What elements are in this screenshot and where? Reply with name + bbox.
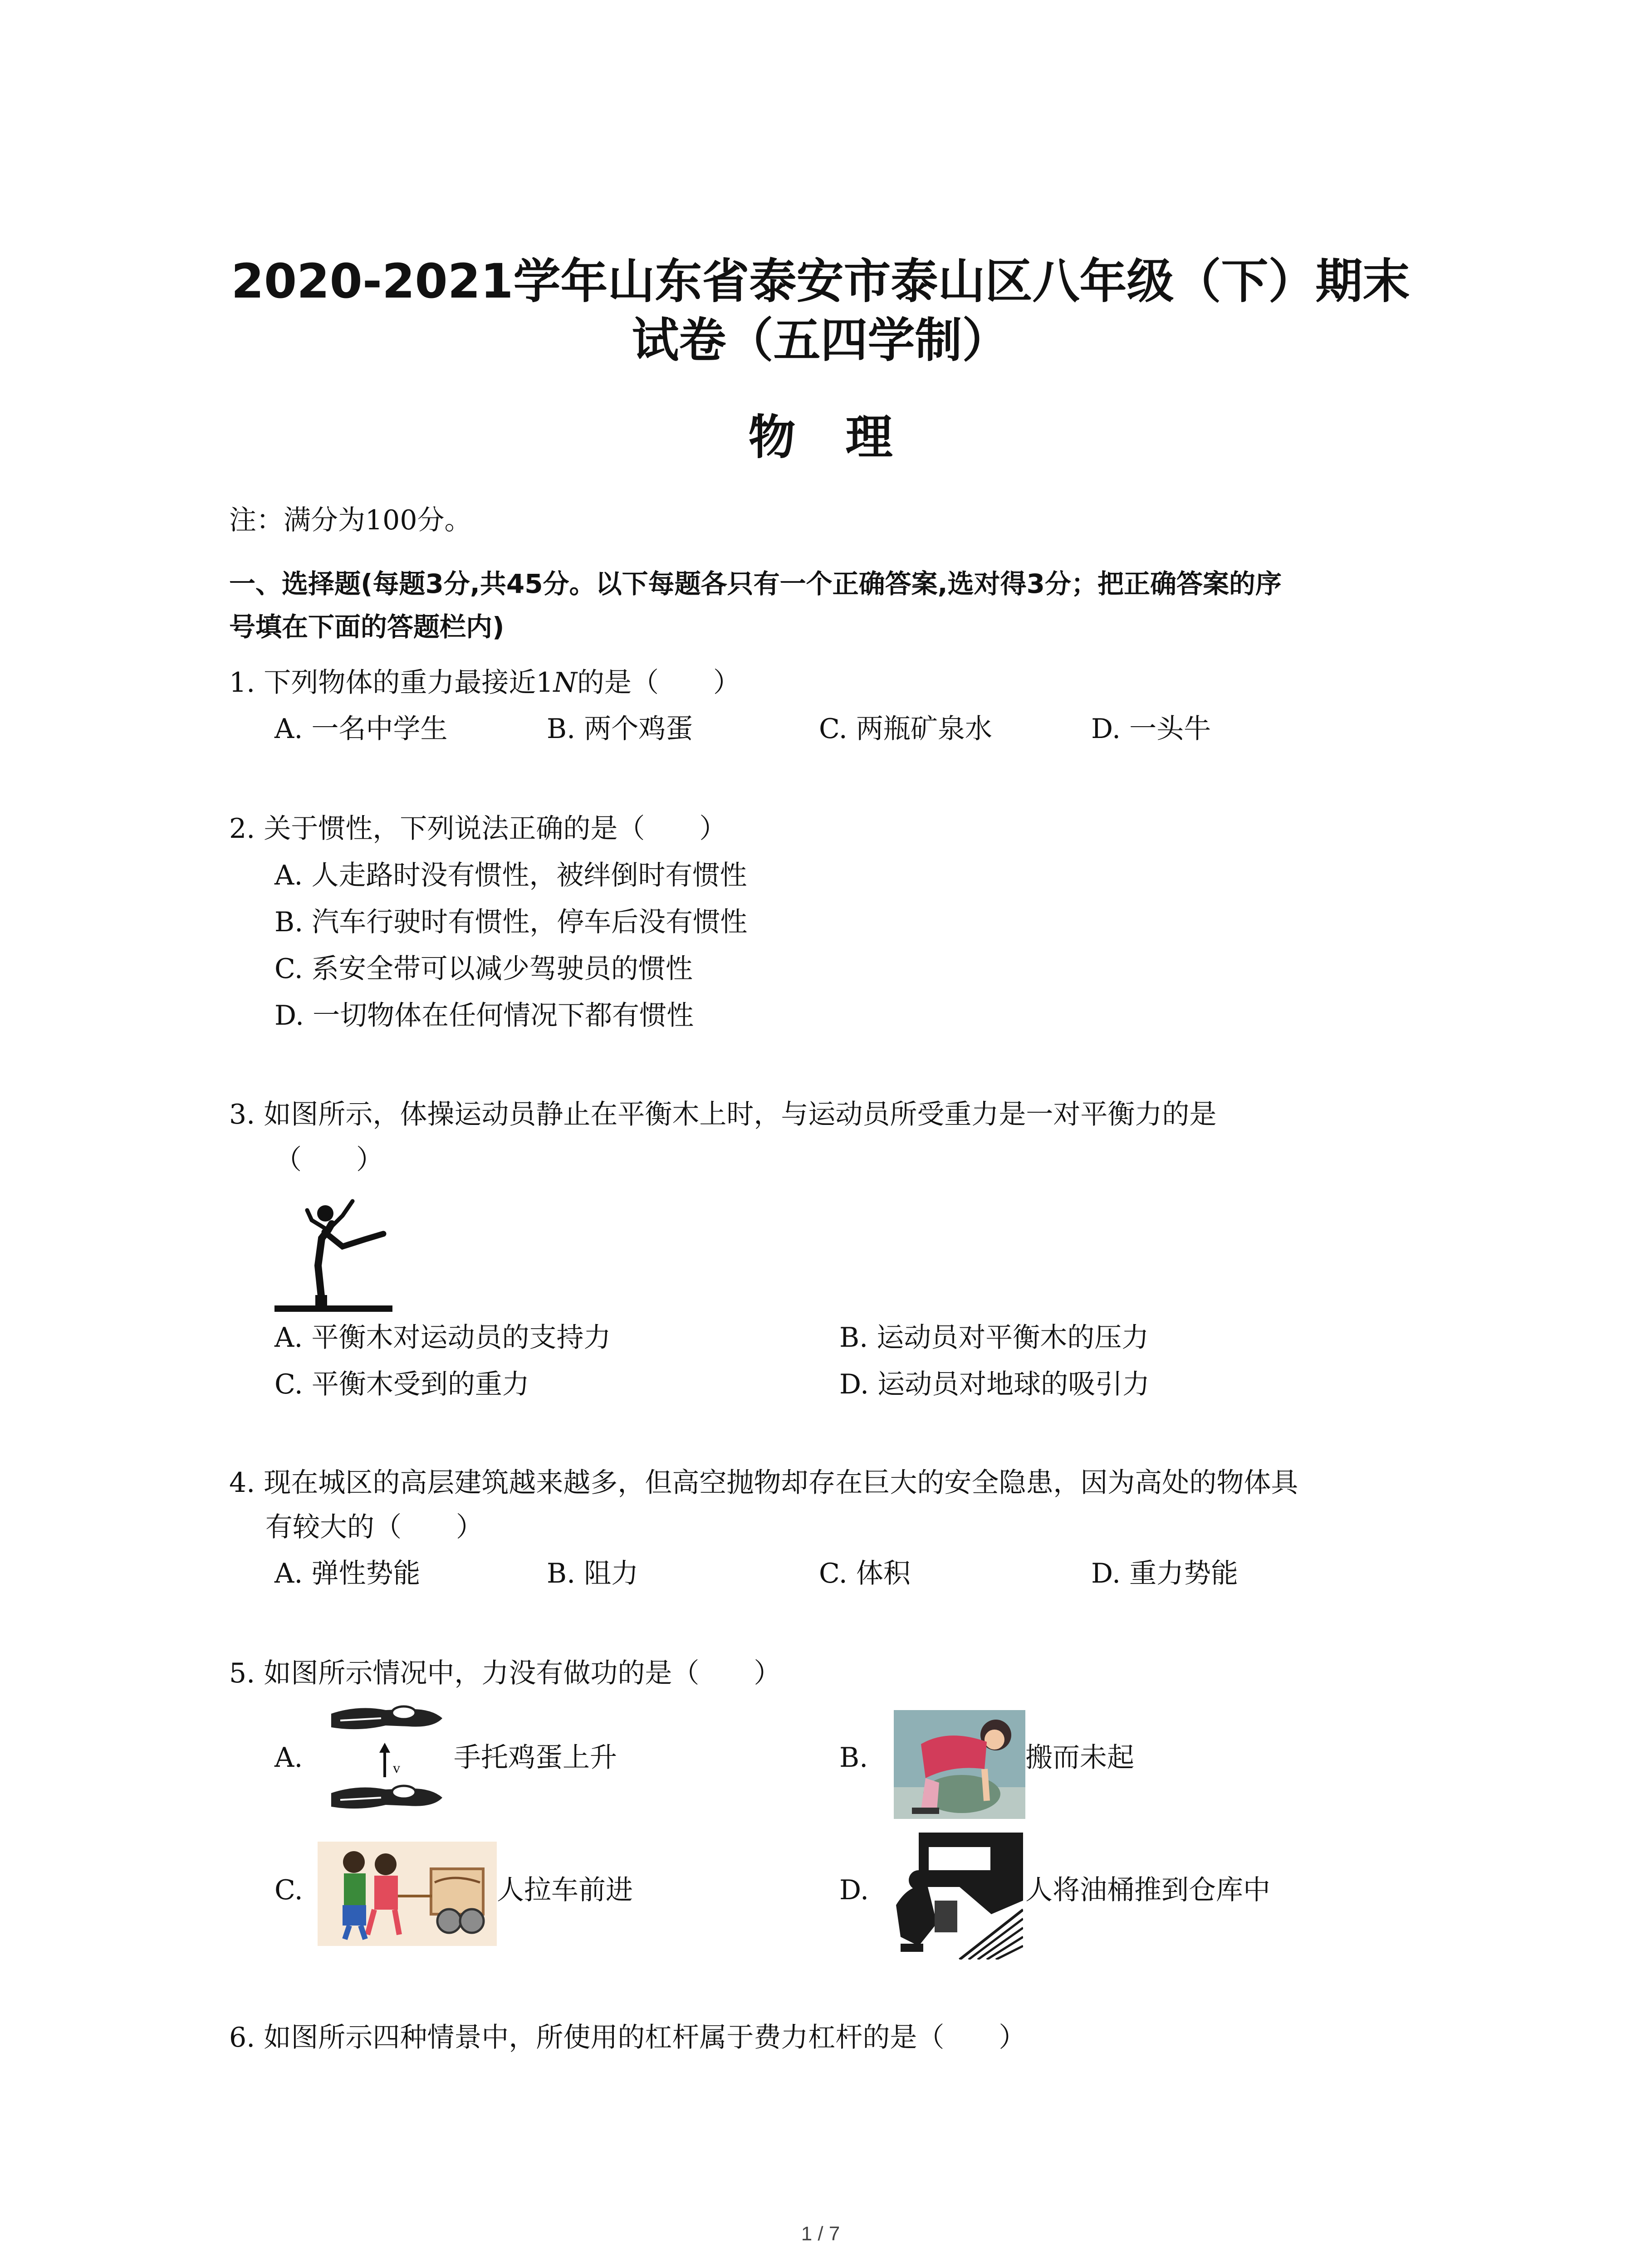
question-2-option-a[interactable]: A. 人走路时没有惯性，被绊倒时有惯性 xyxy=(274,860,747,891)
gymnast-balance-beam-figure xyxy=(274,1188,392,1315)
question-2-option-c[interactable]: C. 系安全带可以减少驾驶员的惯性 xyxy=(274,953,693,985)
people-pulling-cart-figure xyxy=(318,1842,497,1946)
question-5-option-b-text[interactable]: 搬而未起 xyxy=(1025,1742,1134,1774)
question-4-stem-line1: 4. 现在城区的高层建筑越来越多，但高空抛物却存在巨大的安全隐患，因为高处的物体具 xyxy=(229,1467,1298,1499)
score-note: 注：满分为100分。 xyxy=(229,504,472,536)
question-3-option-a[interactable]: A. 平衡木对运动员的支持力 xyxy=(274,1322,611,1354)
question-1-stem: 1. 下列物体的重力最接近1N的是（ ） xyxy=(229,667,740,699)
question-3-option-d[interactable]: D. 运动员对地球的吸引力 xyxy=(839,1369,1150,1400)
exam-title-line2: 试卷（五四学制） xyxy=(632,313,1009,368)
question-3-stem-line2: （ ） xyxy=(274,1144,383,1176)
section-heading-line1: 一、选择题(每题3分,共45分。以下每题各只有一个正确答案,选对得3分；把正确答案的序 xyxy=(229,568,1282,599)
question-3-option-b[interactable]: B. 运动员对平衡木的压力 xyxy=(839,1322,1149,1354)
question-4-option-d[interactable]: D. 重力势能 xyxy=(1091,1558,1239,1589)
question-5-option-c-text[interactable]: 人拉车前进 xyxy=(497,1874,633,1906)
question-5-option-a-letter[interactable]: A. xyxy=(274,1742,303,1774)
section-heading-line2: 号填在下面的答题栏内) xyxy=(229,611,505,642)
question-4-option-c[interactable]: C. 体积 xyxy=(819,1558,911,1589)
question-2-stem: 2. 关于惯性，下列说法正确的是（ ） xyxy=(229,813,727,845)
question-2-option-b[interactable]: B. 汽车行驶时有惯性，停车后没有惯性 xyxy=(274,906,748,938)
question-5-option-d-text[interactable]: 人将油桶推到仓库中 xyxy=(1025,1874,1270,1906)
question-5-stem: 5. 如图所示情况中，力没有做功的是（ ） xyxy=(229,1657,781,1689)
lifting-heavy-object-figure xyxy=(894,1710,1025,1819)
question-1-option-d[interactable]: D. 一头牛 xyxy=(1091,713,1211,745)
question-4-option-a[interactable]: A. 弹性势能 xyxy=(274,1558,421,1589)
question-2-option-d[interactable]: D. 一切物体在任何情况下都有惯性 xyxy=(274,1000,694,1031)
question-5-option-b-letter[interactable]: B. xyxy=(839,1742,868,1774)
velocity-arrow-label: v xyxy=(393,1760,400,1776)
question-5-option-d-letter[interactable]: D. xyxy=(839,1874,869,1906)
question-3-option-c[interactable]: C. 平衡木受到的重力 xyxy=(274,1369,529,1400)
question-1-option-c[interactable]: C. 两瓶矿泉水 xyxy=(819,713,992,745)
question-5-option-c-letter[interactable]: C. xyxy=(274,1874,303,1906)
page-number: 1 / 7 xyxy=(801,2223,840,2245)
question-4-option-b[interactable]: B. 阻力 xyxy=(547,1558,639,1589)
question-6-stem: 6. 如图所示四种情景中，所使用的杠杆属于费力杠杆的是（ ） xyxy=(229,2022,1026,2053)
question-5-option-a-text[interactable]: 手托鸡蛋上升 xyxy=(454,1742,617,1774)
question-4-stem-line2: 有较大的（ ） xyxy=(265,1511,483,1543)
hand-holding-egg-figure xyxy=(327,1700,449,1823)
question-1-option-b[interactable]: B. 两个鸡蛋 xyxy=(547,713,693,745)
pushing-oil-barrel-figure xyxy=(892,1833,1023,1960)
exam-title-line1: 2020-2021学年山东省泰安市泰山区八年级（下）期末 xyxy=(231,254,1410,309)
question-3-stem-line1: 3. 如图所示，体操运动员静止在平衡木上时，与运动员所受重力是一对平衡力的是 xyxy=(229,1099,1217,1130)
question-1-option-a[interactable]: A. 一名中学生 xyxy=(274,713,448,745)
subject-title: 物理 xyxy=(748,410,943,465)
